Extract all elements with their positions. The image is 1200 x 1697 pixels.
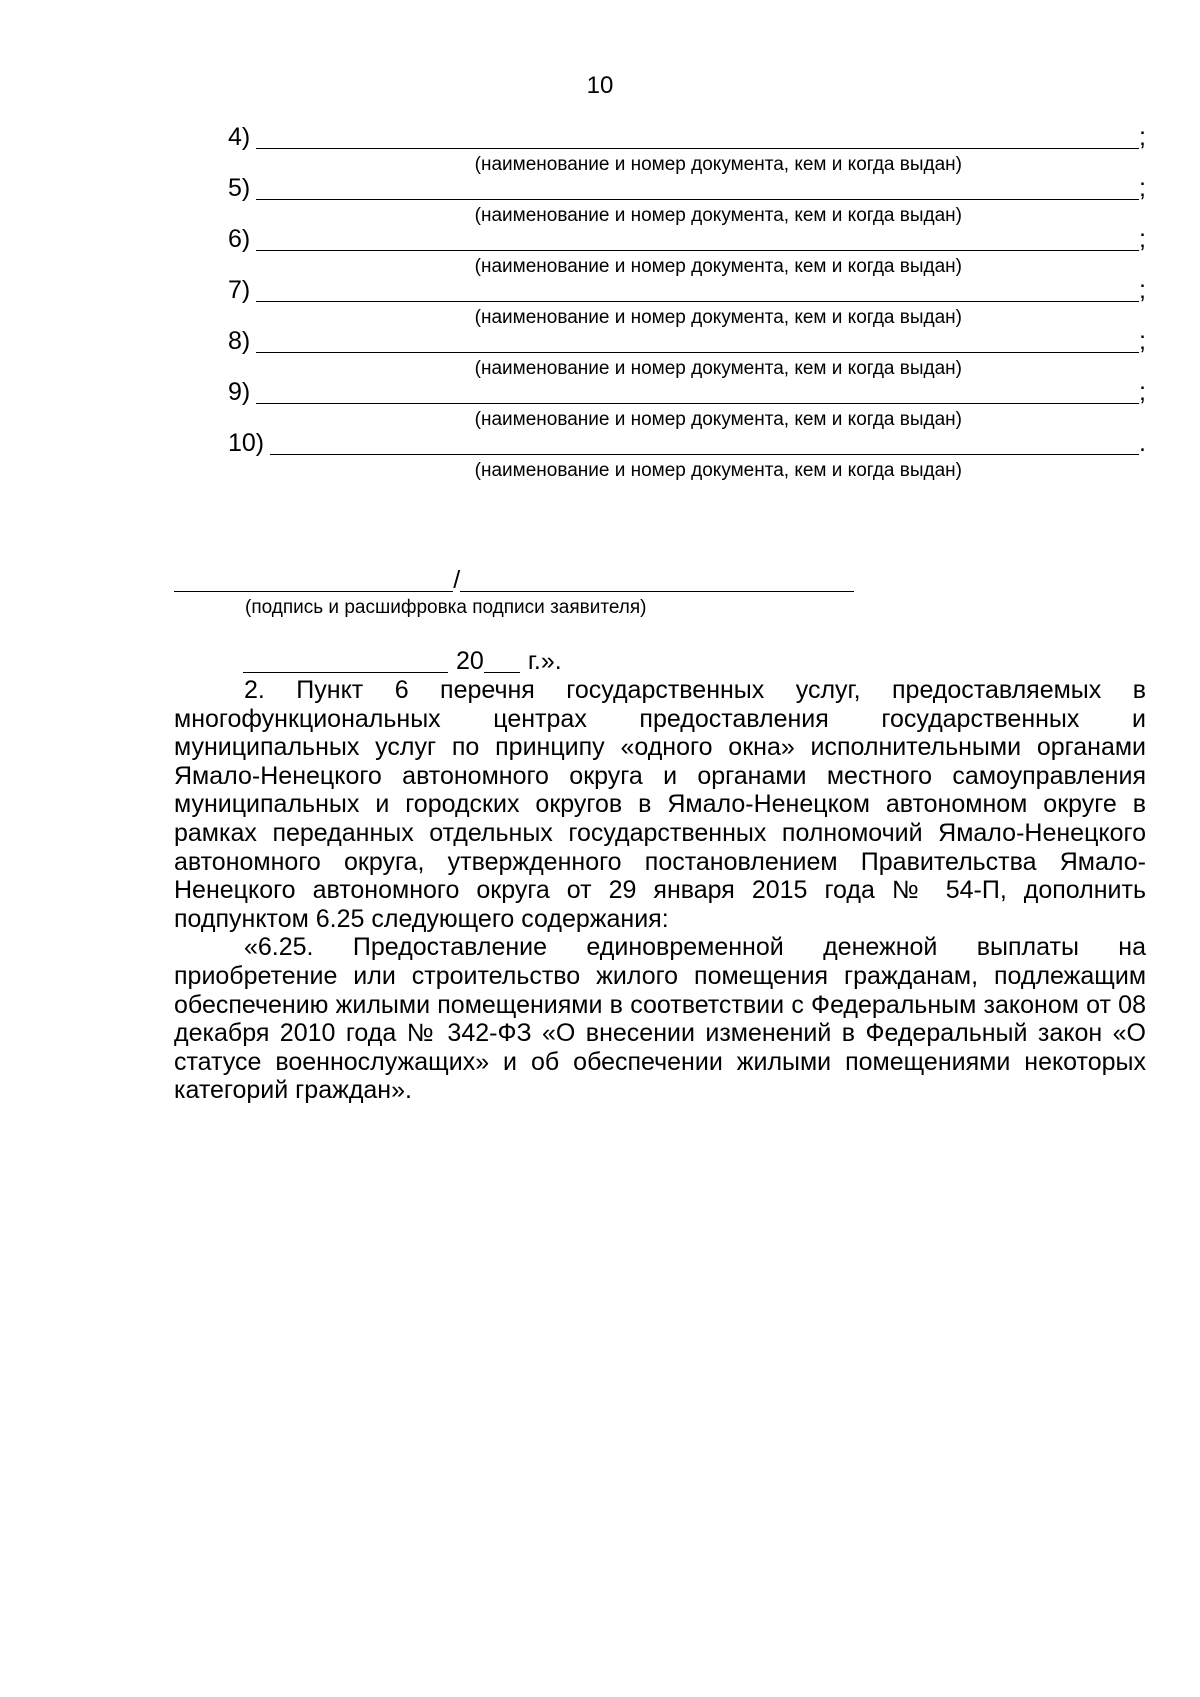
field-caption: (наименование и номер документа, кем и когда выдан) <box>474 409 962 430</box>
item-terminator: ; <box>1139 123 1146 151</box>
list-item <box>228 326 1146 377</box>
item-terminator: . <box>1139 429 1146 457</box>
item-terminator: ; <box>1139 327 1146 355</box>
body-text <box>174 676 1146 1105</box>
blank-line <box>256 330 1139 353</box>
item-number: 10) <box>228 429 265 457</box>
paragraph: 2. Пункт 6 перечня государственных услуг, предоставляемых в многофункциональных центрах предоставления государственных и муниципальных услуг по принципу «одного окна» исполнительными органами Ямало-Ненецкого автономного округа и органами местного самоуправления муниципальных и городских округов в Ямало-Ненецком автономном округе в рамках переданных отдельных государственных полномочий Ямало-Ненецкого автономного округа, утвержденного постановлением Правительства Ямало-Ненецкого автономного округа от 29 января 2015 года № 54-П, дополнить подпунктом 6.25 следующего содержания: <box>174 676 1146 933</box>
item-terminator: ; <box>1139 276 1146 304</box>
item-number: 9) <box>228 378 251 406</box>
field-caption: (наименование и номер документа, кем и когда выдан) <box>474 358 962 379</box>
year-blank <box>484 650 520 673</box>
list-item <box>228 377 1146 428</box>
item-terminator: ; <box>1139 378 1146 406</box>
list-item <box>228 275 1146 326</box>
list-item <box>228 122 1146 173</box>
item-number: 4) <box>228 123 251 151</box>
field-caption: (наименование и номер документа, кем и когда выдан) <box>474 205 962 226</box>
item-number: 8) <box>228 327 251 355</box>
signature-caption: (подпись и расшифровка подписи заявителя) <box>245 597 647 618</box>
blank-line <box>256 381 1139 404</box>
item-terminator: ; <box>1139 174 1146 202</box>
blank-line <box>270 432 1139 455</box>
signature-block <box>174 565 854 619</box>
year-prefix: 20 <box>456 647 484 675</box>
field-caption: (наименование и номер документа, кем и когда выдан) <box>474 307 962 328</box>
item-number: 5) <box>228 174 251 202</box>
blank-line <box>256 279 1139 302</box>
date-line <box>243 646 562 676</box>
signature-line <box>174 569 453 592</box>
blank-line <box>256 228 1139 251</box>
field-caption: (наименование и номер документа, кем и когда выдан) <box>474 256 962 277</box>
list-item <box>228 173 1146 224</box>
item-number: 7) <box>228 276 251 304</box>
signature-name-line <box>460 569 854 592</box>
page-number: 10 <box>586 72 614 99</box>
item-number: 6) <box>228 225 251 253</box>
field-caption: (наименование и номер документа, кем и когда выдан) <box>474 460 962 481</box>
field-caption: (наименование и номер документа, кем и когда выдан) <box>474 154 962 175</box>
date-suffix: г.». <box>527 647 562 675</box>
list-item <box>228 428 1146 479</box>
list-item <box>228 224 1146 275</box>
date-blank <box>243 650 448 673</box>
signature-separator: / <box>453 566 461 594</box>
paragraph: «6.25. Предоставление единовременной денежной выплаты на приобретение или строительство жилого помещения гражданам, подлежащим обеспечению жилыми помещениями в соответствии с Федеральным законом от 08 декабря 2010 года № 342-ФЗ «О внесении изменений в Федеральный закон «О статусе военнослужащих» и об обеспечении жилыми помещениями некоторых категорий граждан». <box>174 933 1146 1105</box>
blank-line <box>256 177 1139 200</box>
blank-line <box>256 126 1139 149</box>
document-list <box>228 122 1146 479</box>
item-terminator: ; <box>1139 225 1146 253</box>
